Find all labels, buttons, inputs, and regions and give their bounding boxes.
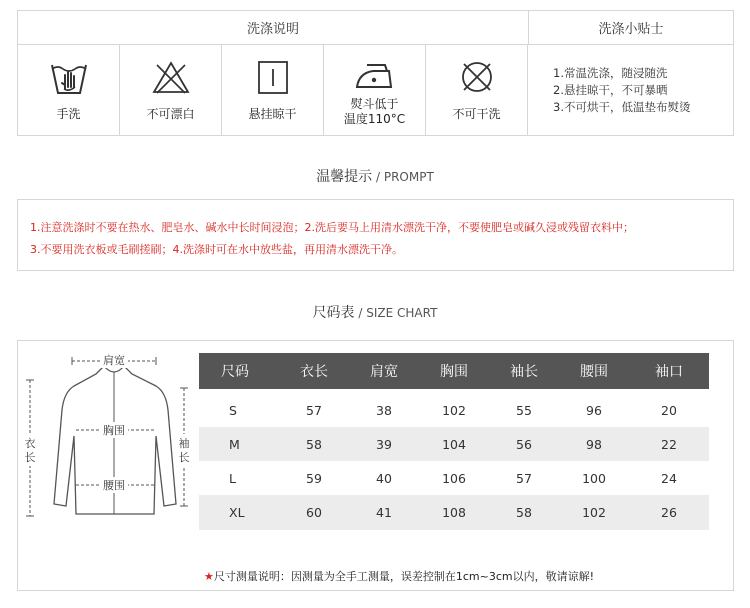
jacket-measurement-figure (20, 344, 200, 536)
table-cell: 58 (306, 436, 322, 452)
wash-instructions-title: 洗涤说明 (18, 11, 529, 45)
table-cell: 57 (516, 470, 532, 486)
table-cell: 39 (376, 436, 392, 452)
table-cell: L (229, 470, 236, 486)
table-cell: XL (229, 504, 245, 520)
wash-item-label: 不可漂白 (146, 107, 195, 121)
table-cell: 104 (442, 436, 466, 452)
wash-tip: 3.不可烘干，低温垫布熨烫 (553, 100, 691, 114)
hang-dry-icon (222, 59, 323, 97)
table-row (199, 393, 709, 427)
table-cell: 96 (586, 402, 602, 418)
column-header: 腰围 (580, 364, 608, 380)
wash-item-iron (324, 45, 426, 135)
column-header: 袖口 (655, 364, 683, 380)
size-table (199, 353, 709, 563)
sleeve-label-char1: 袖 (178, 437, 190, 450)
table-cell: 102 (582, 504, 606, 520)
jacket-outline-icon (20, 344, 200, 536)
table-row (199, 495, 709, 529)
length-label-char2: 长 (24, 451, 36, 464)
table-cell: M (229, 436, 240, 452)
table-cell: 26 (661, 504, 677, 520)
wash-tip: 1.常温洗涤，随浸随洗 (553, 66, 668, 80)
table-cell: 38 (376, 402, 392, 418)
table-cell: 108 (442, 504, 466, 520)
no-bleach-icon (120, 59, 221, 97)
table-cell: 59 (306, 470, 322, 486)
table-cell: 22 (661, 436, 677, 452)
size-table-header (199, 353, 709, 389)
table-cell: S (229, 402, 237, 418)
table-cell: 58 (516, 504, 532, 520)
table-cell: 60 (306, 504, 322, 520)
no-dry-clean-icon (426, 59, 527, 97)
wash-instructions-table (17, 10, 734, 136)
wash-item-label: 手洗 (56, 107, 81, 121)
prompt-line: 3.不要用洗衣板或毛刷搓刷；4.洗涤时可在水中放些盐，再用清水漂洗干净。 (30, 243, 403, 256)
shoulder-label: 肩宽 (103, 354, 125, 367)
star-icon: ★ (204, 570, 214, 583)
table-cell: 55 (516, 402, 532, 418)
table-cell: 40 (376, 470, 392, 486)
wash-tip: 2.悬挂晾干，不可暴晒 (553, 83, 668, 97)
wash-item-hand-wash (18, 45, 120, 135)
wash-item-no-bleach (120, 45, 222, 135)
column-header: 肩宽 (370, 364, 398, 380)
measurement-note (204, 568, 594, 584)
wash-item-label: 悬挂晾干 (248, 107, 297, 121)
wash-item-label: 不可干洗 (452, 107, 501, 121)
column-header: 胸围 (440, 364, 468, 380)
table-cell: 57 (306, 402, 322, 418)
column-header: 衣长 (300, 364, 328, 380)
table-cell: 24 (661, 470, 677, 486)
iron-label-line2: 温度110°C (343, 112, 406, 126)
table-row-empty (199, 529, 709, 563)
size-chart-title-cn: 尺码表 (312, 305, 355, 321)
hand-wash-icon (18, 59, 119, 97)
table-cell: 20 (661, 402, 677, 418)
table-cell: 106 (442, 470, 466, 486)
wash-tips-title: 洗涤小贴士 (529, 11, 733, 45)
table-cell: 102 (442, 402, 466, 418)
table-row (199, 427, 709, 461)
prompt-line: 1.注意洗涤时不要在热水、肥皂水、碱水中长时间浸泡；2.洗后要马上用清水漂洗干净，不要使肥皂或碱久浸或残留衣料中； (30, 221, 634, 234)
sleeve-label-char2: 长 (178, 451, 190, 464)
table-cell: 98 (586, 436, 602, 452)
size-chart-title-en: / SIZE CHART (354, 306, 438, 320)
wash-tips-list (529, 45, 733, 135)
length-label (25, 437, 36, 464)
chest-label: 胸围 (103, 424, 125, 437)
table-cell: 100 (582, 470, 606, 486)
wash-item-hang-dry (222, 45, 324, 135)
size-chart-panel (17, 340, 734, 591)
column-header: 袖长 (510, 364, 538, 380)
prompt-title-en: / PROMPT (372, 170, 434, 184)
column-header: 尺码 (221, 364, 249, 380)
prompt-title-cn: 温馨提示 (316, 169, 373, 185)
iron-icon (324, 59, 425, 97)
wash-item-label (324, 97, 425, 127)
wash-item-no-dry-clean (426, 45, 528, 135)
table-row (199, 461, 709, 495)
table-cell: 41 (376, 504, 392, 520)
prompt-box (17, 199, 734, 271)
iron-label-line1: 熨斗低于 (350, 97, 399, 111)
length-label-char1: 衣 (24, 437, 36, 450)
waist-label: 腰围 (103, 479, 125, 492)
measurement-note-text: 尺寸测量说明：因测量为全手工测量，误差控制在1cm~3cm以内，敬请谅解! (213, 570, 595, 583)
table-cell: 56 (516, 436, 532, 452)
prompt-title (0, 166, 750, 186)
size-chart-title (0, 302, 750, 322)
